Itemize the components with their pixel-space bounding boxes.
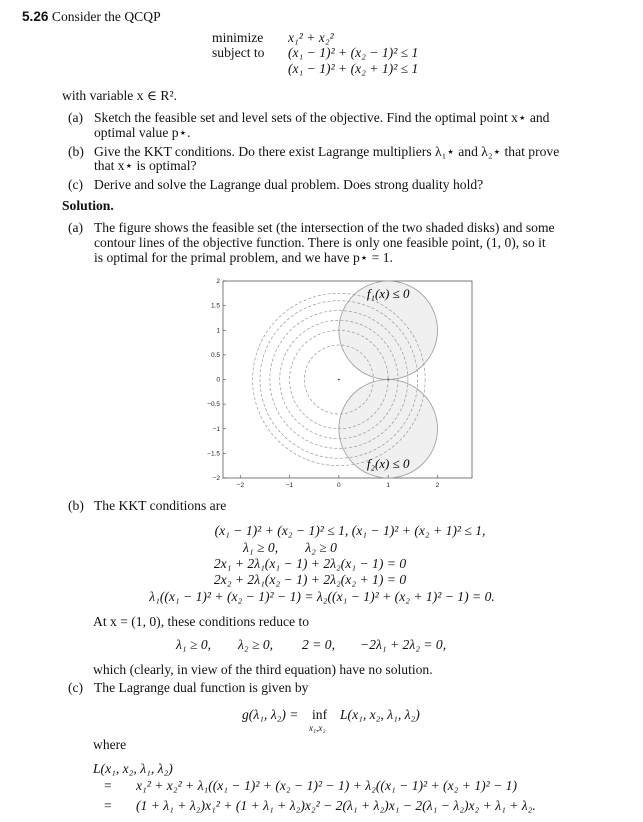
y-tick-label: 0.5 [210, 351, 220, 359]
x-tick-label: 1 [386, 482, 390, 489]
y-tick-label: −0.5 [207, 401, 220, 409]
dual-rhs: L(x₁, x₂, λ₁, λ₂) [340, 707, 420, 722]
part-label: (a) [68, 110, 84, 125]
part-text: that x⋆ is optimal? [94, 158, 197, 173]
part-label: (b) [68, 144, 84, 159]
origin-point [338, 379, 340, 381]
part-text: Give the KKT conditions. Do there exist Lagrange multipliers λ₁⋆ and λ₂⋆ that prove [94, 144, 560, 159]
constraint-1: (x₁ − 1)² + (x₂ − 1)² ≤ 1 [288, 45, 419, 60]
y-tick-label: −1.5 [207, 450, 220, 458]
lagrangian-head: L(x₁, x₂, λ₁, λ₂) [93, 761, 173, 776]
part-text: optimal value p⋆. [94, 125, 191, 140]
solution-text: which (clearly, in view of the third equation) have no solution. [93, 662, 433, 677]
y-tick-label: −1 [212, 425, 220, 433]
inf-subscript: x₁,x₂ [309, 723, 326, 733]
solution-heading: Solution. [62, 198, 114, 213]
kkt-equation: λ₁ ≥ 0, λ₂ ≥ 0 [243, 540, 337, 555]
solution-text: The Lagrange dual function is given by [94, 680, 309, 695]
x-tick-label: 2 [435, 482, 440, 489]
part-label: (b) [68, 498, 84, 513]
subject-to-label: subject to [212, 45, 265, 60]
kkt-equation: λ₁((x₁ − 1)² + (x₂ − 1)² − 1) = λ₂((x₁ − 1)² + (x₂ + 1)² − 1) = 0. [149, 589, 495, 604]
lagrangian-line: x₁² + x₂² + λ₁((x₁ − 1)² + (x₂ − 1)² − 1) + λ₂((x₁ − 1)² + (x₂ + 1)² − 1) [136, 778, 518, 793]
solution-text: contour lines of the objective function. There is only one feasible point, (1, 0), so it [94, 235, 546, 250]
part-text: Sketch the feasible set and level sets of the objective. Find the optimal point x⋆ and [94, 110, 550, 125]
problem-intro: Consider the QCQP [51, 9, 161, 24]
part-label: (c) [68, 680, 84, 695]
y-tick-label: 2 [216, 278, 220, 285]
x-tick-label: −2 [236, 482, 244, 489]
y-tick-label: 1 [216, 327, 220, 335]
x-tick-label: 0 [337, 482, 341, 489]
equals-sign: = [104, 778, 112, 793]
kkt-equation: 2x₂ + 2λ₁(x₂ − 1) + 2λ₂(x₂ + 1) = 0 [213, 572, 407, 587]
optimal-point-marker: × [386, 377, 390, 384]
x-tick-label: −1 [285, 482, 294, 489]
dual-lhs: g(λ₁, λ₂) = [242, 707, 299, 722]
problem-heading [22, 9, 161, 25]
inf-operator: inf [312, 707, 328, 722]
part-label: (a) [68, 220, 84, 235]
reduced-condition: λ₂ ≥ 0, [238, 637, 274, 652]
y-tick-label: 0 [216, 376, 220, 384]
reduced-condition: 2 = 0, [302, 637, 335, 652]
lagrangian-line: (1 + λ₁ + λ₂)x₁² + (1 + λ₁ + λ₂)x₂² − 2(λ₁ + λ₂)x₁ − 2(λ₁ − λ₂)x₂ + λ₁ + λ₂. [136, 798, 536, 813]
disk-label: f₂(x) ≤ 0 [366, 456, 410, 472]
kkt-equation: (x₁ − 1)² + (x₂ − 1)² ≤ 1, (x₁ − 1)² + (x₂ + 1)² ≤ 1, [214, 523, 486, 538]
part-label: (c) [68, 177, 84, 192]
disk-label: f₁(x) ≤ 0 [366, 286, 410, 302]
problem-number: 5.26 [22, 9, 49, 24]
reduced-condition: −2λ₁ + 2λ₂ = 0, [360, 637, 447, 652]
feasible-set-plot [200, 270, 480, 500]
solution-text: The KKT conditions are [94, 498, 227, 513]
part-text: Derive and solve the Lagrange dual problem. Does strong duality hold? [94, 177, 484, 192]
objective: x₁² + x₂² [288, 30, 334, 45]
y-tick-label: 1.5 [210, 302, 220, 310]
kkt-equation: 2x₁ + 2λ₁(x₁ − 1) + 2λ₂(x₁ − 1) = 0 [213, 556, 407, 571]
solution-text: The figure shows the feasible set (the intersection of the two shaded disks) and some [94, 220, 555, 235]
equals-sign: = [104, 798, 112, 813]
solution-text: where [93, 737, 127, 752]
solution-text: is optimal for the primal problem, and we have p⋆ = 1. [94, 250, 393, 265]
solution-text: At x = (1, 0), these conditions reduce to [93, 614, 310, 629]
reduced-condition: λ₁ ≥ 0, [176, 637, 212, 652]
constraint-2: (x₁ − 1)² + (x₂ + 1)² ≤ 1 [288, 61, 419, 76]
variable-text: with variable x ∈ R². [62, 88, 177, 103]
y-tick-label: −2 [212, 475, 220, 482]
minimize-label: minimize [212, 30, 264, 45]
